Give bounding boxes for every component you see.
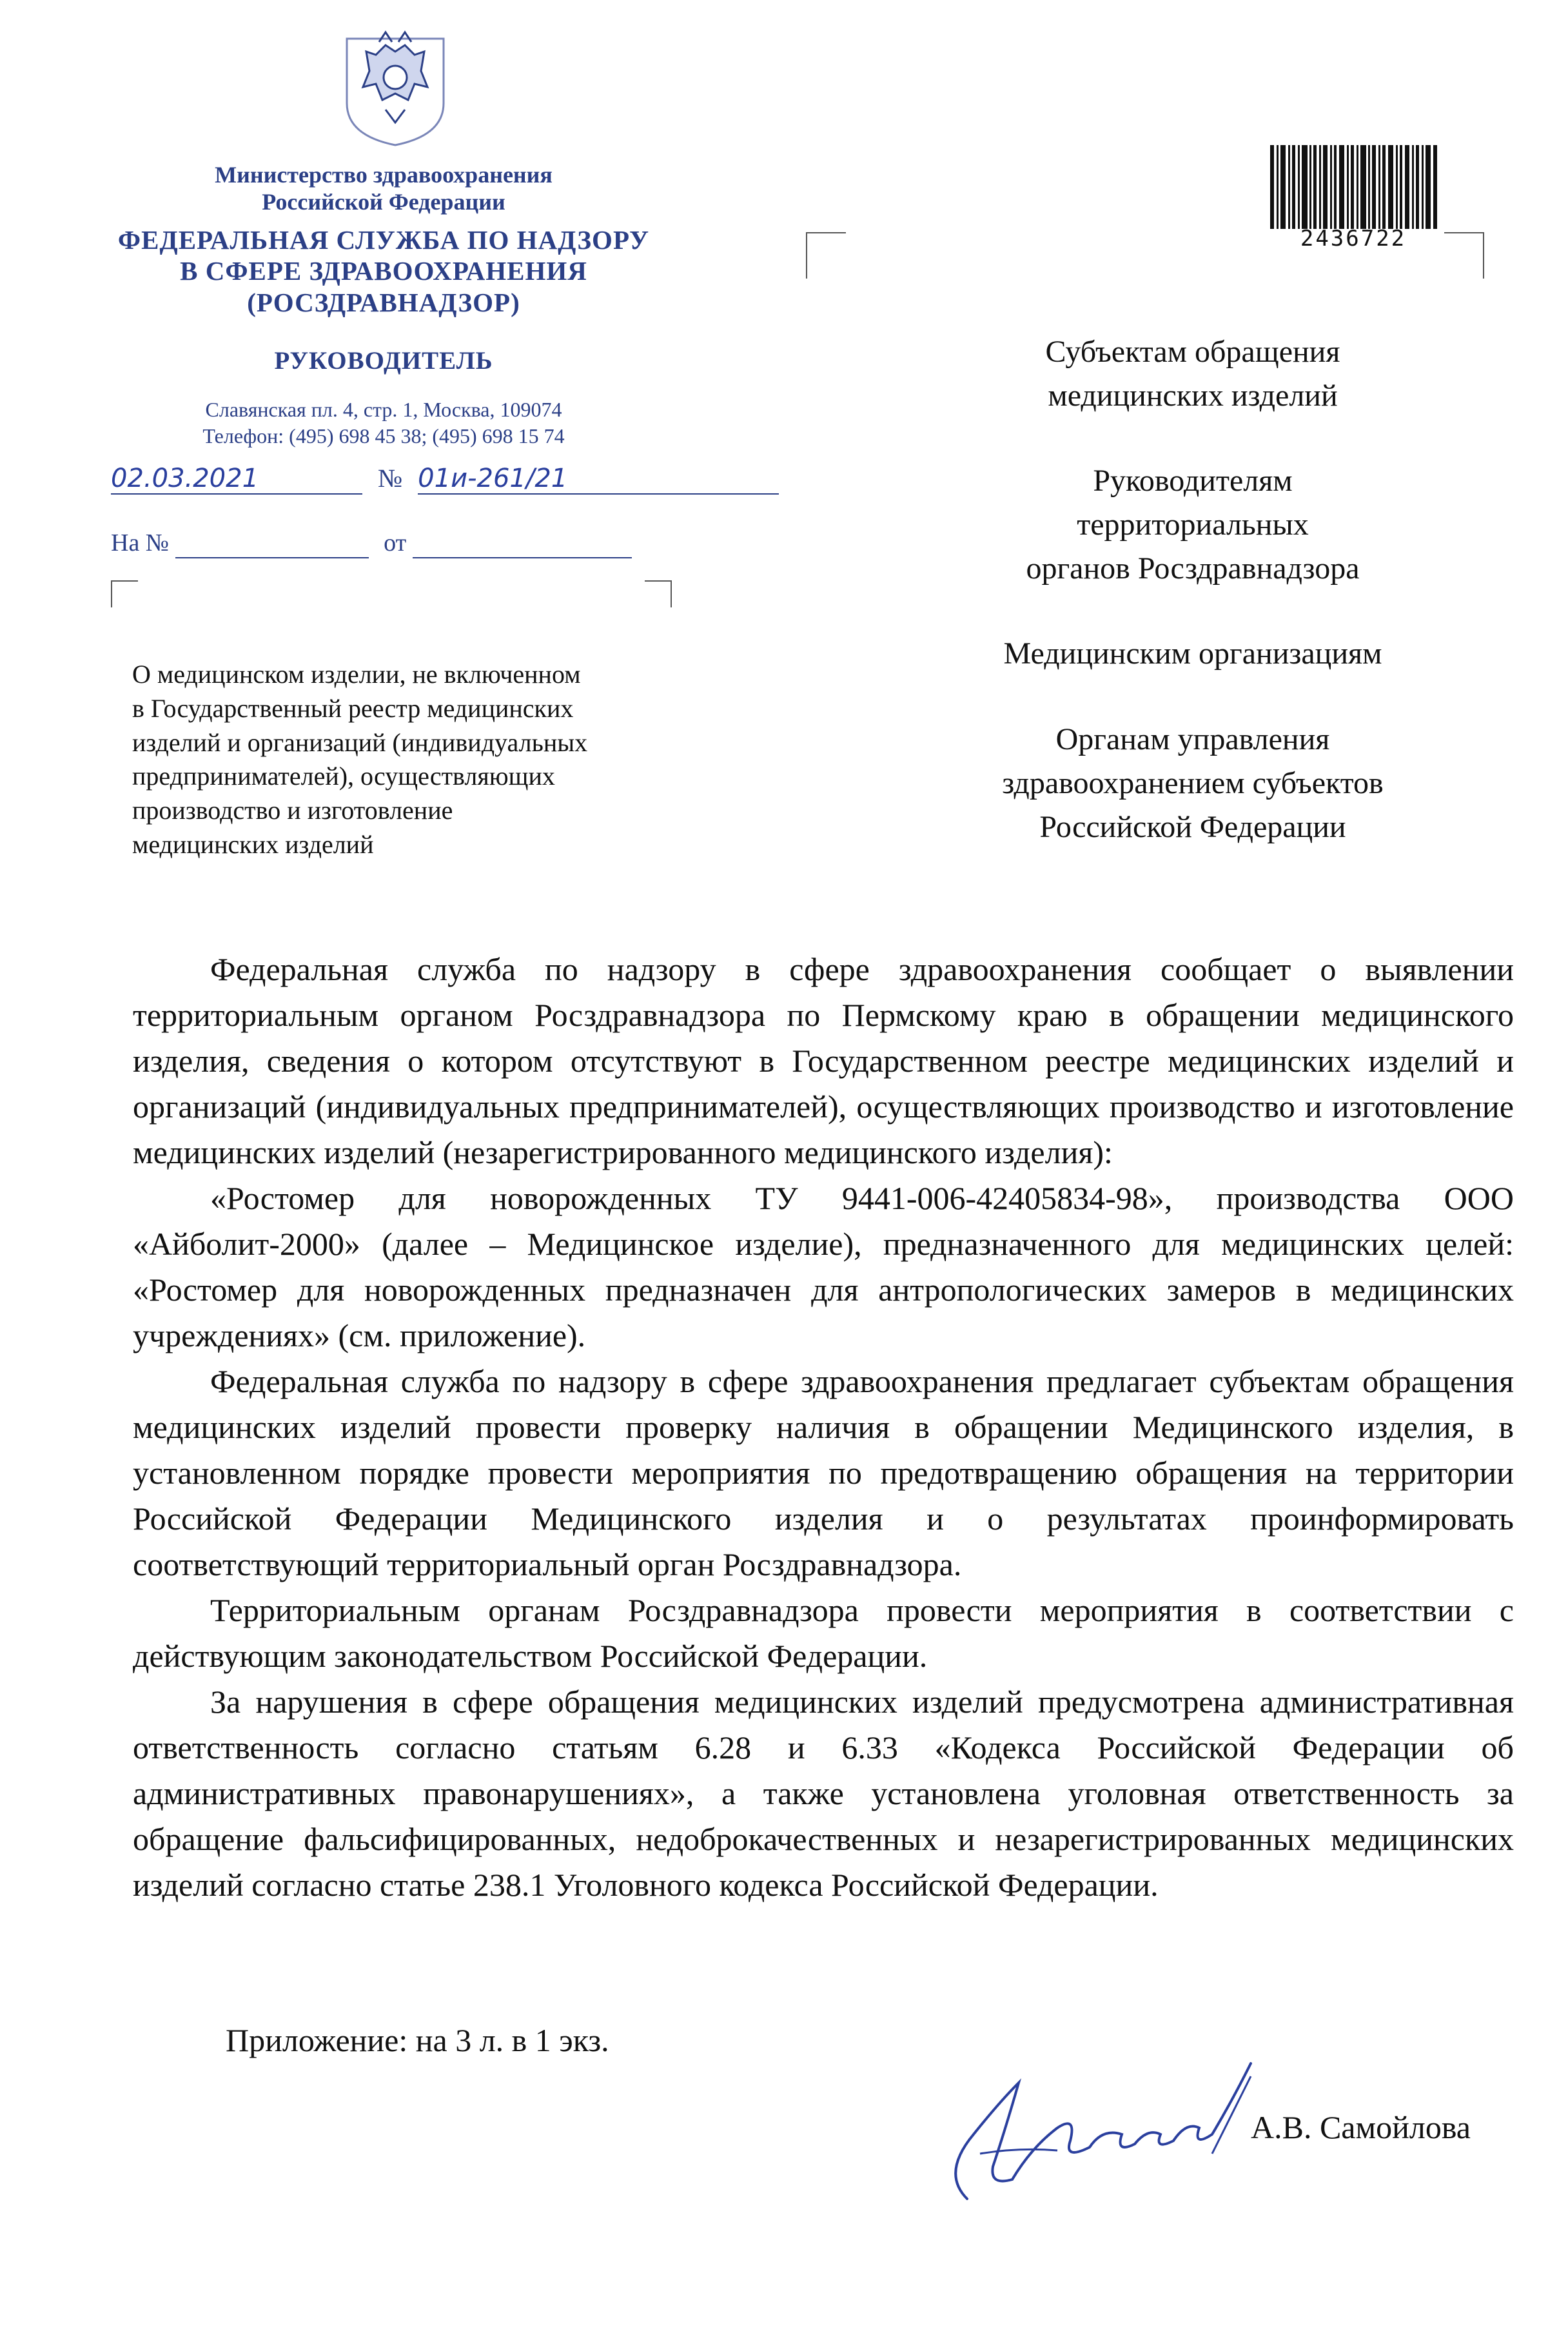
recipient-group-3 bbox=[877, 632, 1509, 676]
address: Славянская пл. 4, стр. 1, Москва, 109074 bbox=[205, 398, 562, 421]
bracket-recipient-right bbox=[1444, 232, 1484, 279]
recipient-4-line2: здравоохранением субъектов bbox=[1002, 766, 1384, 801]
recipient-3-line1: Медицинским организациям bbox=[1003, 636, 1382, 671]
body-paragraph-1: Федеральная служба по надзору в сфере здравоохранения сообщает о выявлении территориальным органом Росздравнадзора по Пермскому краю в обращении медицинского изделия, сведения о котором отсутствуют в Государственном реестре медицинских изделий и организаций (индивидуальных предпринимателей), осуществляющих производство и изготовление медицинских изделий (незарегистрированного медицинского изделия): bbox=[133, 951, 1514, 1170]
subject-line1: О медицинском изделии, не включенном bbox=[132, 660, 581, 689]
phone: Телефон: (495) 698 45 38; (495) 698 15 74 bbox=[202, 424, 565, 448]
number-sign: № bbox=[378, 464, 403, 493]
recipient-group-2 bbox=[877, 459, 1509, 591]
recipient-4-line3: Российской Федерации bbox=[1039, 810, 1346, 845]
barcode-number: 2436722 bbox=[1300, 226, 1407, 251]
recipient-group-1 bbox=[877, 330, 1509, 418]
barcode-image bbox=[1270, 145, 1438, 229]
subject-line6: медицинских изделий bbox=[132, 829, 374, 859]
subject-line2: в Государственный реестр медицинских bbox=[132, 693, 574, 723]
letter-body bbox=[133, 947, 1514, 1908]
number-handwritten: 01и-261/21 bbox=[418, 464, 779, 495]
recipient-1-line2: медицинских изделий bbox=[1048, 379, 1338, 413]
body-paragraph-5: За нарушения в сфере обращения медицинских изделий предусмотрена административная ответственность согласно статьям 6.28 и 6.33 «Кодекса Российской Федерации об административных правонарушениях», а также установлена уголовная ответственность за обращение фальсифицированных, недоброкачественных и незарегистрированных медицинских изделий согласно статье 238.1 Уголовного кодекса Российской Федерации. bbox=[133, 1684, 1514, 1903]
body-paragraph-3: Федеральная служба по надзору в сфере здравоохранения предлагает субъектам обращения медицинских изделий провести проверку наличия в обращении Медицинского изделия, в установленном порядке провести мероприятия по предотвращению обращения на территории Российской Федерации Медицинского изделия и о результатах проинформировать соответствующий территориальный орган Росздравнадзора. bbox=[133, 1363, 1514, 1582]
reply-number-blank bbox=[175, 529, 369, 558]
body-paragraph-2: «Ростомер для новорожденных ТУ 9441-006-42405834-98», производства ООО «Айболит-2000» (далее – Медицинское изделие), предназначенного для медицинских целей: «Ростомер для новорожденных предназначен для антропологических замеров в медицинских учреждениях» (см. приложение). bbox=[133, 1180, 1514, 1353]
reply-line bbox=[111, 529, 632, 558]
subject-line5: производство и изготовление bbox=[132, 796, 453, 825]
bracket-top-left bbox=[111, 580, 138, 607]
recipient-2-line3: органов Росздравнадзора bbox=[1026, 551, 1360, 586]
date-number-line bbox=[111, 463, 779, 495]
head-title: РУКОВОДИТЕЛЬ bbox=[274, 347, 493, 375]
coat-of-arms-emblem bbox=[340, 26, 450, 148]
bracket-top-right bbox=[645, 580, 672, 607]
signatory-name: А.В. Самойлова bbox=[1251, 2109, 1471, 2145]
appendix-note: Приложение: на 3 л. в 1 экз. bbox=[226, 2022, 609, 2058]
subject-line3: изделий и организаций (индивидуальных bbox=[132, 727, 588, 757]
ministry-line1: Министерство здравоохранения bbox=[215, 162, 553, 188]
recipient-2-line1: Руководителям bbox=[1093, 464, 1293, 498]
ministry-name bbox=[84, 161, 683, 216]
recipient-1-line1: Субъектам обращения bbox=[1045, 335, 1340, 369]
bracket-recipient-left bbox=[806, 232, 846, 279]
service-name bbox=[84, 224, 683, 318]
reply-from: от bbox=[384, 529, 407, 556]
date-handwritten: 02.03.2021 bbox=[111, 464, 362, 495]
address-block bbox=[84, 397, 683, 449]
body-paragraph-4: Территориальным органам Росздравнадзора провести мероприятия в соответствии с действующим законодательством Российской Федерации. bbox=[133, 1592, 1514, 1674]
service-line3: (РОСЗДРАВНАДЗОР) bbox=[247, 287, 520, 317]
letter-subject bbox=[132, 658, 687, 862]
handwritten-signature bbox=[928, 2025, 1264, 2218]
reply-prefix: На № bbox=[111, 529, 170, 556]
service-line1: ФЕДЕРАЛЬНАЯ СЛУЖБА ПО НАДЗОРУ bbox=[117, 225, 650, 255]
ministry-line2: Российской Федерации bbox=[262, 189, 505, 215]
recipient-4-line1: Органам управления bbox=[1055, 722, 1330, 756]
recipient-2-line2: территориальных bbox=[1077, 507, 1309, 542]
recipient-group-4 bbox=[877, 718, 1509, 849]
service-line2: В СФЕРЕ ЗДРАВООХРАНЕНИЯ bbox=[180, 256, 587, 286]
subject-line4: предпринимателей), осуществляющих bbox=[132, 762, 555, 791]
reply-date-blank bbox=[413, 529, 632, 558]
